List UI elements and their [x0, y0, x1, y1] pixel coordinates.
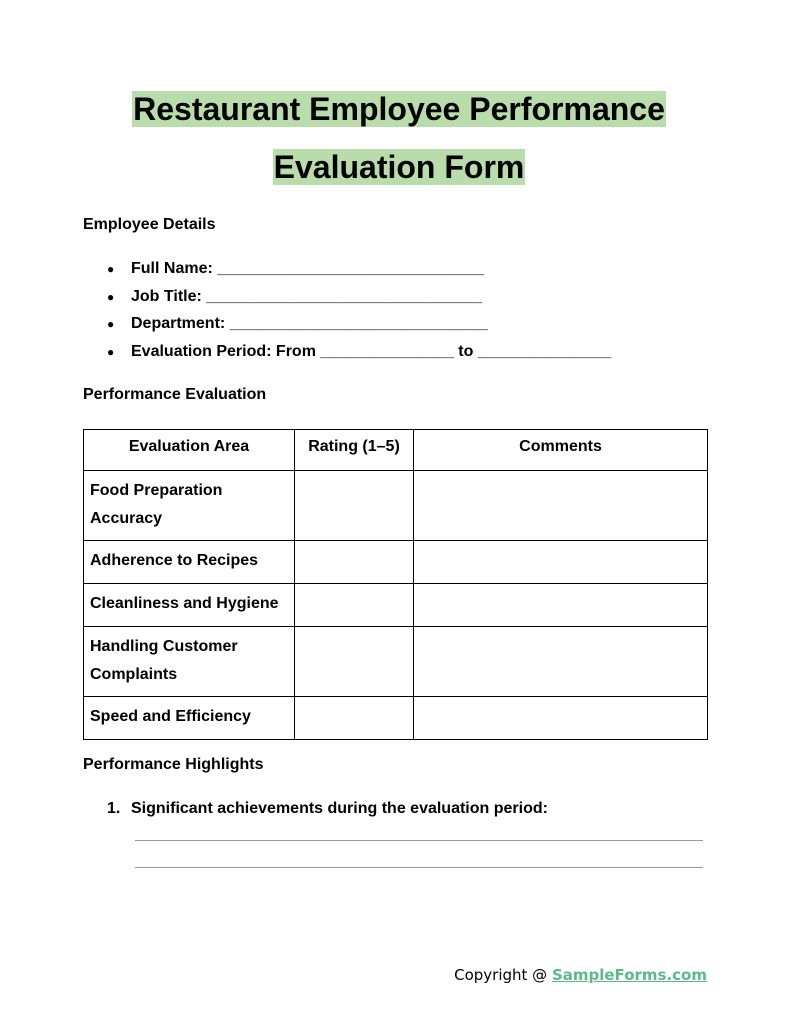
rating-cell[interactable]: [295, 471, 414, 541]
rating-cell[interactable]: [295, 584, 414, 627]
evaluation-table: [83, 429, 708, 740]
employee-details-list: [83, 258, 611, 368]
rating-cell[interactable]: [295, 627, 414, 697]
performance-evaluation-heading: Performance Evaluation: [83, 386, 267, 403]
job-title-field[interactable]: ● Job Title: _______________________________: [83, 286, 611, 314]
department-field[interactable]: ● Department: _____________________________: [83, 313, 611, 341]
copyright-prefix: Copyright @: [454, 966, 552, 984]
table-row: [84, 627, 708, 697]
table-row: [84, 541, 708, 584]
sampleforms-link[interactable]: SampleForms.com: [551, 966, 707, 984]
rating-cell[interactable]: [295, 697, 414, 740]
comments-cell[interactable]: [414, 584, 708, 627]
comments-cell[interactable]: [414, 697, 708, 740]
column-header-rating: Rating (1–5): [295, 430, 414, 471]
evaluation-area-cell: Adherence to Recipes: [84, 541, 295, 584]
form-title: [0, 80, 798, 196]
highlights-list: [83, 798, 548, 820]
employee-details-heading: Employee Details: [83, 216, 216, 233]
table-row: [84, 697, 708, 740]
list-item-number: 1.: [107, 800, 121, 817]
comments-cell[interactable]: [414, 471, 708, 541]
list-item: [83, 798, 548, 820]
title-line-1: Restaurant Employee Performance: [133, 91, 665, 127]
evaluation-area-cell: Food Preparation Accuracy: [84, 471, 295, 541]
table-header-row: [84, 430, 708, 471]
evaluation-area-cell: Handling Customer Complaints: [84, 627, 295, 697]
answer-line[interactable]: [135, 867, 703, 868]
table-row: [84, 471, 708, 541]
title-line-2: Evaluation Form: [273, 149, 525, 185]
copyright-footer: [454, 966, 707, 984]
table-row: [84, 584, 708, 627]
evaluation-area-cell: Speed and Efficiency: [84, 697, 295, 740]
performance-highlights-heading: Performance Highlights: [83, 756, 264, 773]
full-name-field[interactable]: ● Full Name: ______________________________: [83, 258, 611, 286]
evaluation-area-cell: Cleanliness and Hygiene: [84, 584, 295, 627]
comments-cell[interactable]: [414, 627, 708, 697]
comments-cell[interactable]: [414, 541, 708, 584]
evaluation-period-field[interactable]: ● Evaluation Period: From _______________ to _______________: [83, 341, 611, 369]
list-item-text: Significant achievements during the evaluation period:: [131, 800, 548, 817]
rating-cell[interactable]: [295, 541, 414, 584]
answer-line[interactable]: [135, 840, 703, 841]
column-header-area: Evaluation Area: [84, 430, 295, 471]
column-header-comments: Comments: [414, 430, 708, 471]
